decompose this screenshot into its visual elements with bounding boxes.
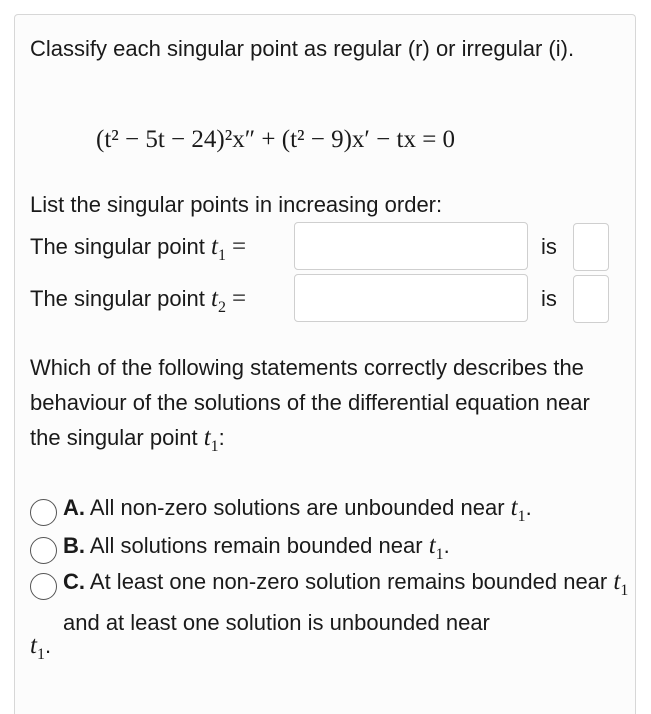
option-c-text: C. At least one non-zero solution remains bounded near $t_1$ and at least one solution is unbounded near: [63, 568, 629, 635]
option-b-text: B. All solutions remain bounded near $t_1$.: [63, 532, 450, 563]
singular-point-row-1: [30, 222, 620, 272]
singular-point-row-2: [30, 274, 620, 324]
t2-symbol: $t_2$: [211, 285, 226, 316]
t1-symbol: $t_1$: [203, 424, 219, 455]
list-heading: List the singular points in increasing order:: [30, 192, 443, 217]
singular-point-label-1: The singular point $t_1$ =: [30, 233, 247, 264]
t1-symbol: $t_1$: [211, 233, 226, 264]
singular-point-2-input[interactable]: [294, 274, 528, 322]
is-label-2: is: [541, 286, 557, 311]
radio-option-c[interactable]: [30, 573, 57, 600]
is-label-1: is: [541, 234, 557, 259]
prompt-text: Classify each singular point as regular (r) or irregular (i).: [30, 36, 575, 61]
differential-equation: (t² − 5t − 24)²x″ + (t² − 9)x′ − tx = 0: [96, 126, 456, 153]
classification-1-input[interactable]: [573, 223, 609, 271]
classification-2-input[interactable]: [573, 275, 609, 323]
radio-option-b[interactable]: [30, 537, 57, 564]
singular-point-1-input[interactable]: [294, 222, 528, 270]
option-c-trailing-symbol: $t_1$.: [30, 632, 52, 663]
radio-option-a[interactable]: [30, 499, 57, 526]
singular-point-label-2: The singular point $t_2$ =: [30, 285, 247, 316]
behaviour-question: Which of the following statements correctly describes the behaviour of the solutions of the differential equation near the singular point $t_1$:: [30, 355, 590, 455]
option-a-text: A. All non-zero solutions are unbounded near $t_1$.: [63, 494, 532, 525]
